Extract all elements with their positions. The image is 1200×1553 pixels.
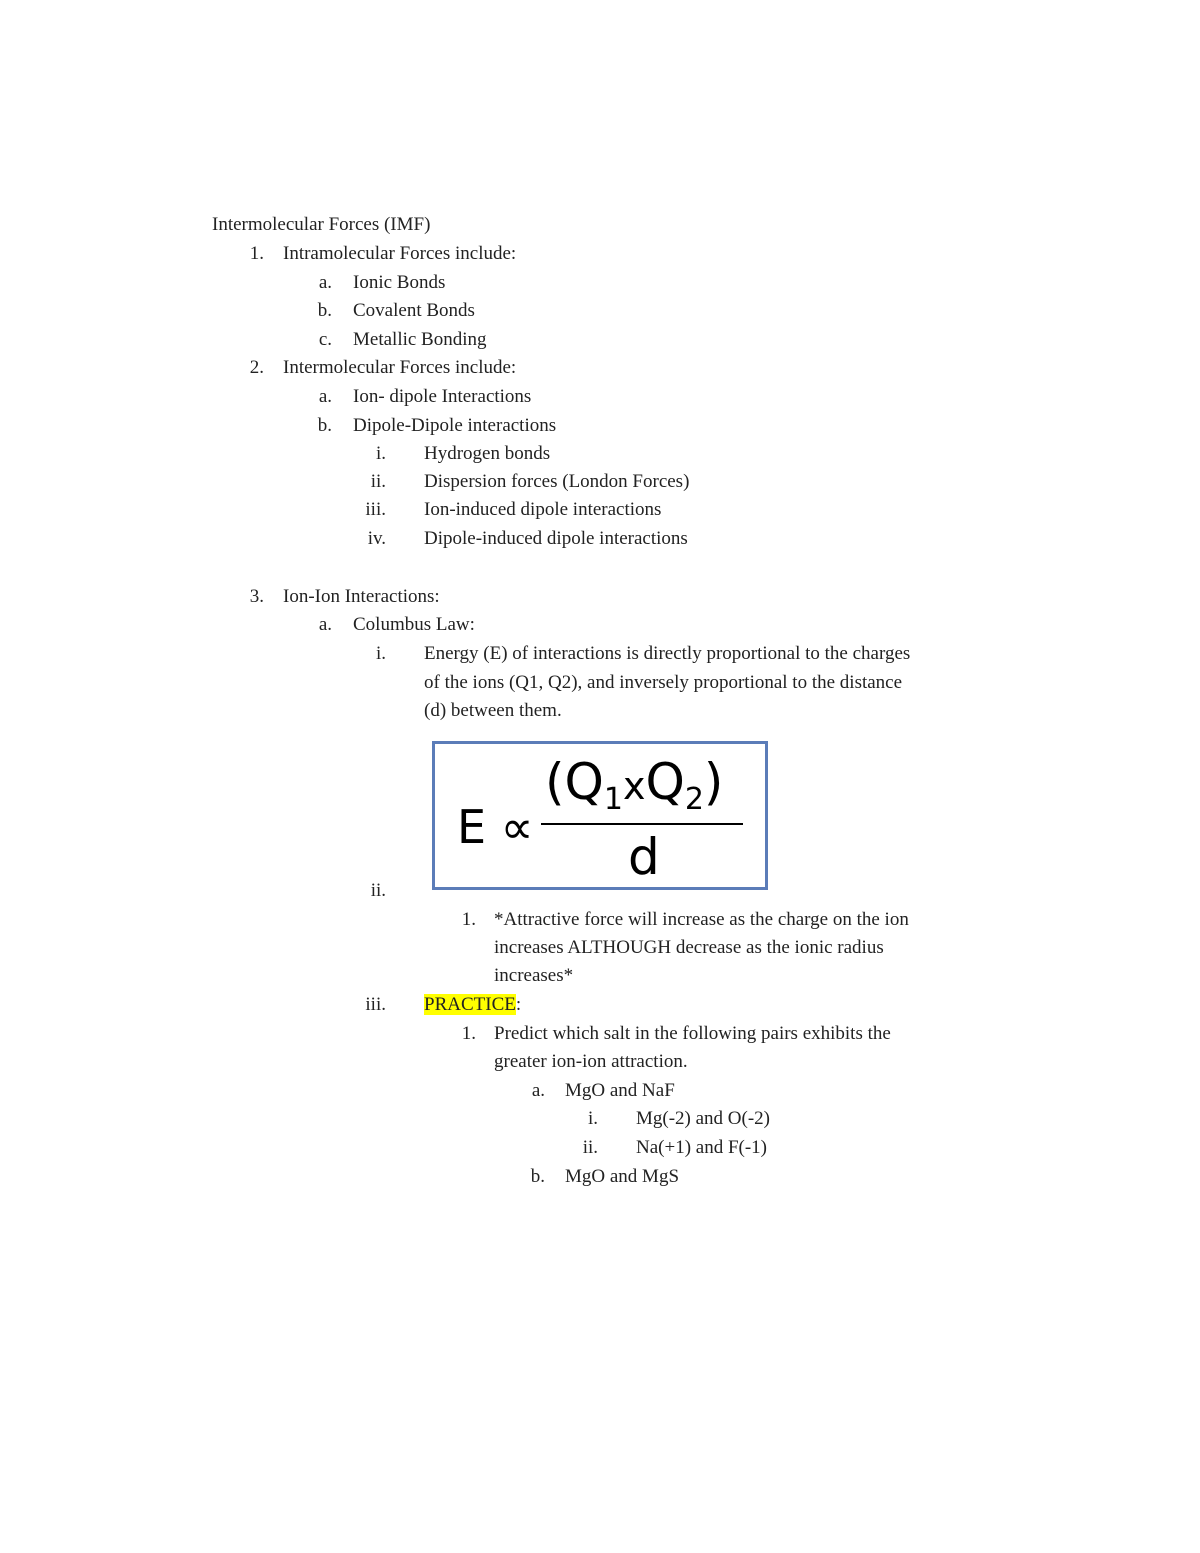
list-marker: 2. [249,357,264,378]
section-2-heading: Intermolecular Forces include: [283,357,517,378]
list-marker: a. [318,272,332,293]
formula-q2: Q [645,753,685,811]
list-item: Ion- dipole Interactions [353,386,532,407]
list-marker: ii. [582,1137,598,1158]
list-item: Na(+1) and F(-1) [636,1137,768,1158]
paragraph-line: Predict which salt in the following pairs exhibits the [494,1023,891,1044]
list-marker: a. [318,614,332,635]
list-marker: 1. [249,243,264,264]
list-marker: i. [375,443,386,464]
paragraph-line: greater ion-ion attraction. [494,1051,688,1072]
list-marker: ii. [370,880,386,901]
formula-numerator [545,754,723,818]
formula-denominator: d [628,828,660,886]
formula-times: x [622,764,646,808]
list-marker: a. [318,386,332,407]
list-marker: b. [317,415,332,436]
paragraph-line: (d) between them. [424,700,562,721]
list-marker: iii. [365,994,386,1015]
list-item: Ion-induced dipole interactions [424,499,662,520]
formula-subscript-1: 1 [603,782,623,817]
paragraph-line: Energy (E) of interactions is directly proportional to the charges [424,643,911,664]
formula-subscript-2: 2 [684,782,704,817]
formula-close-paren: ) [703,753,724,811]
coulomb-formula-box [432,741,768,890]
list-marker: b. [530,1166,545,1187]
section-3-heading: Ion-Ion Interactions: [283,586,440,607]
document-title: Intermolecular Forces (IMF) [212,214,431,235]
paragraph-line: *Attractive force will increase as the charge on the ion [494,909,909,930]
list-item: Ionic Bonds [353,272,446,293]
list-marker: iii. [365,499,386,520]
list-marker: b. [317,300,332,321]
list-item: MgO and MgS [565,1166,680,1187]
list-marker: 3. [249,586,264,607]
list-item: Metallic Bonding [353,329,487,350]
practice-heading [424,994,521,1016]
list-item: Hydrogen bonds [424,443,551,464]
formula-q1: (Q [545,753,604,811]
list-item: Covalent Bonds [353,300,475,321]
list-item: MgO and NaF [565,1080,675,1101]
formula-lhs: E ∝ [457,800,534,854]
list-marker: i. [375,643,386,664]
paragraph-line: of the ions (Q1, Q2), and inversely proportional to the distance [424,672,903,693]
section-1-heading: Intramolecular Forces include: [283,243,517,264]
paragraph-line: increases ALTHOUGH decrease as the ionic radius [494,937,884,958]
list-marker: ii. [370,471,386,492]
list-marker: iv. [367,528,386,549]
list-marker: c. [318,329,332,350]
practice-colon: : [515,994,522,1015]
practice-highlight: PRACTICE [424,994,516,1015]
list-marker: a. [531,1080,545,1101]
list-marker: 1. [461,909,476,930]
list-item: Dipole-induced dipole interactions [424,528,688,549]
fraction-bar [541,823,743,825]
list-item: Dipole-Dipole interactions [353,415,557,436]
list-item: Columbus Law: [353,614,475,635]
list-marker: i. [587,1108,598,1129]
paragraph-line: increases* [494,965,574,986]
list-marker: 1. [461,1023,476,1044]
list-item: Mg(-2) and O(-2) [636,1108,771,1129]
list-item: Dispersion forces (London Forces) [424,471,690,492]
